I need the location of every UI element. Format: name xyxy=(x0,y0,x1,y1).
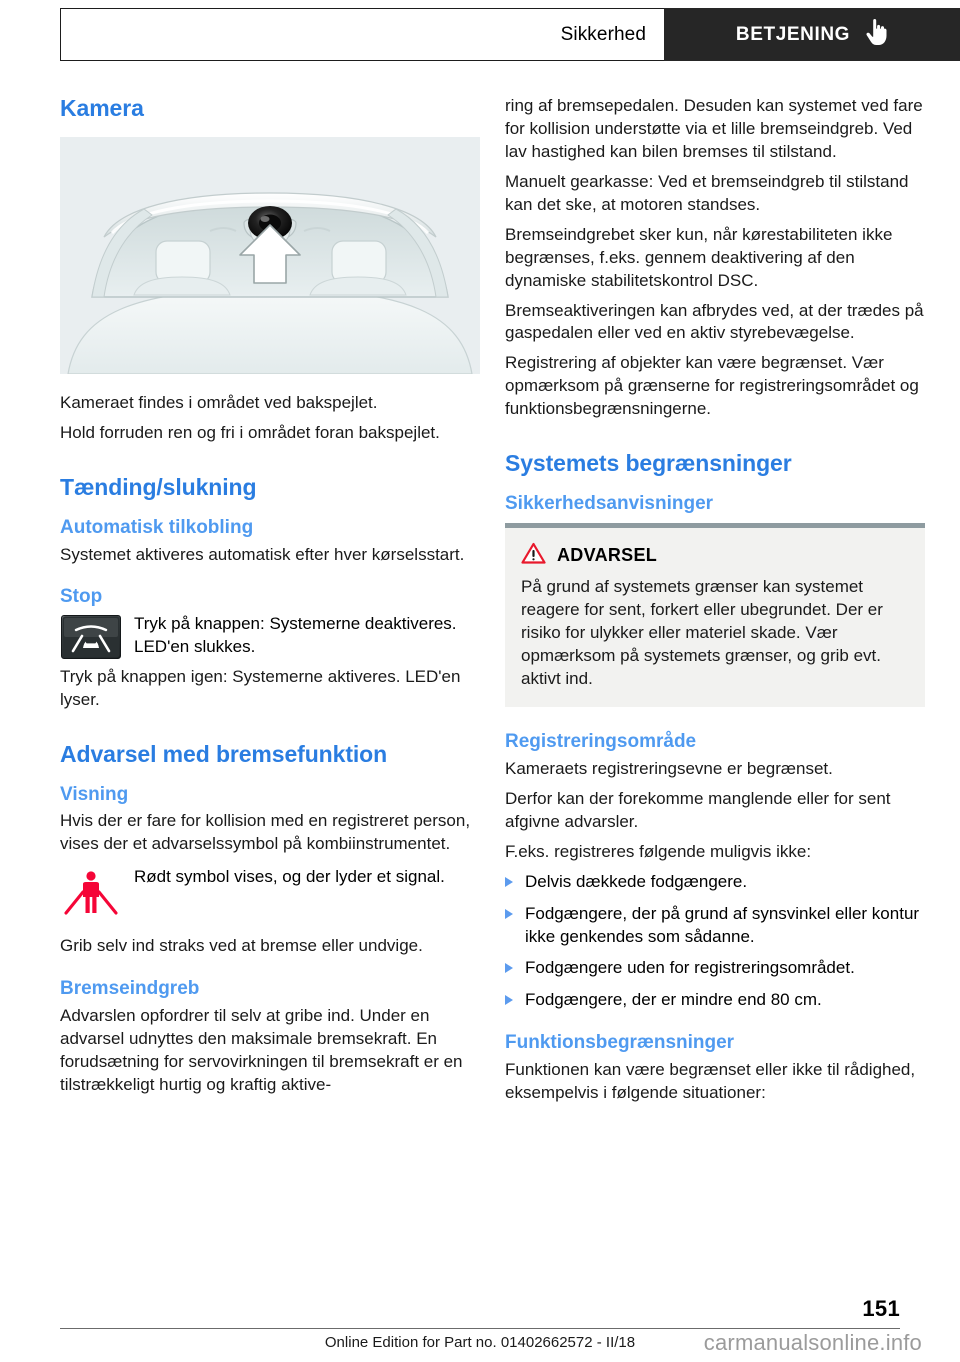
paragraph-manuelt-gearkasse: Manuelt gearkasse: Ved et bremseindgreb til stilstand kan det ske, at motoren standses. xyxy=(505,171,909,214)
collision-warning-button-icon xyxy=(61,615,121,659)
header-section-tab xyxy=(664,8,960,61)
pointing-hand-icon xyxy=(864,19,888,50)
list-item xyxy=(505,989,925,1012)
warning-title: ADVARSEL xyxy=(557,545,658,566)
paragraph-stop-2: Tryk på knappen igen: Systemerne aktiveres. LED'en lyser. xyxy=(60,667,461,710)
warning-header xyxy=(521,542,909,569)
list-item-label: Fodgængere, der er mindre end 80 cm. xyxy=(525,990,822,1010)
heading-taending-slukning: Tænding/slukning xyxy=(60,474,257,501)
icon-cell xyxy=(60,613,122,659)
heading-registreringsomraade: Registreringsområde xyxy=(505,731,697,753)
paragraph-bremseindgrebet: Bremseindgrebet sker kun, når kørestabiliteten ikke begrænses, f.eks. gennem deaktivering af den dynamiske stabilitetskontrol DSC. xyxy=(505,224,893,290)
heading-sikkerhedsanvisninger: Sikkerhedsanvisninger xyxy=(505,492,714,514)
paragraph-grib: Grib selv ind straks ved at bremse eller undvige. xyxy=(60,936,423,956)
warning-triangle-icon xyxy=(521,542,546,569)
stop-icon-row xyxy=(60,613,480,659)
header-section-label: BETJENING xyxy=(735,23,851,45)
list-item-label: Delvis dækkede fodgængere. xyxy=(525,871,748,891)
header-chapter-label: Sikkerhed xyxy=(560,23,646,45)
heading-visning: Visning xyxy=(60,783,129,805)
heading-bremseindgreb: Bremseindgreb xyxy=(60,978,200,1000)
warning-text: På grund af systemets grænser kan systemet reagere for sent, forkert eller ubegrundet. Der er risiko for ulykker eller materiel skade. Vær opmærksom på systemets grænser, og grib evt. aktivt ind. xyxy=(521,577,883,689)
paragraph-bremseaktiveringen: Bremseaktiveringen kan afbrydes ved, at der trædes på gaspedalen eller ved en aktiv styrebevægelse. xyxy=(505,300,924,343)
page-content xyxy=(60,95,960,1275)
triangle-bullet-icon xyxy=(505,909,513,919)
list-item xyxy=(505,871,925,894)
triangle-bullet-icon xyxy=(505,877,513,887)
watermark-label: carmanualsonline.info xyxy=(703,1330,922,1355)
paragraph-kamera-1: Kameraet findes i området ved bakspejlet. xyxy=(60,393,378,413)
icon-cell xyxy=(60,866,122,923)
page-header xyxy=(60,8,960,61)
red-symbol-row xyxy=(60,866,480,923)
paragraph-derfor: Derfor kan der forekomme manglende eller for sent afgivne advarsler. xyxy=(505,788,891,831)
list-item xyxy=(505,903,925,949)
limitations-list xyxy=(505,871,925,1013)
right-column xyxy=(505,95,925,1112)
warning-box xyxy=(505,523,925,707)
footer-divider xyxy=(60,1328,900,1329)
list-item-label: Fodgængere, der på grund af synsvinkel eller kontur ikke genkendes som sådanne. xyxy=(525,903,920,946)
heading-systemets-begraensninger: Systemets begrænsninger xyxy=(505,450,792,477)
paragraph-kameraets: Kameraets registreringsevne er begrænset. xyxy=(505,758,833,778)
paragraph-automatisk: Systemet aktiveres automatisk efter hver kørselsstart. xyxy=(60,544,465,564)
heading-automatisk-tilkobling: Automatisk tilkobling xyxy=(60,516,254,538)
red-pedestrian-warning-icon xyxy=(63,868,119,923)
page-number: 151 xyxy=(862,1296,900,1321)
list-item-label: Fodgængere uden for registreringsområdet. xyxy=(525,958,855,978)
camera-location-illustration xyxy=(60,137,480,374)
triangle-bullet-icon xyxy=(505,963,513,973)
footer-edition-text: Online Edition for Part no. 01402662572 - II/18 xyxy=(324,1334,636,1351)
paragraph-registrering-objekter: Registrering af objekter kan være begrænset. Vær opmærksom på grænserne for registreringsområdet og funktionsbegrænsningerne. xyxy=(505,353,919,419)
stop-icon-text: Tryk på knappen: Systemerne deaktiveres. LED'en slukkes. xyxy=(134,614,457,657)
paragraph-feks: F.eks. registreres følgende muligvis ikke: xyxy=(505,841,812,861)
page-title-kamera: Kamera xyxy=(60,95,144,121)
paragraph-kamera-2: Hold forruden ren og fri i området foran bakspejlet. xyxy=(60,423,440,443)
paragraph-visning: Hvis der er fare for kollision med en registreret person, vises der et advarselssymbol på kombiinstrumentet. xyxy=(60,811,471,854)
left-column xyxy=(60,95,480,1104)
header-chapter-area xyxy=(60,8,664,61)
list-item xyxy=(505,957,925,980)
red-symbol-text: Rødt symbol vises, og der lyder et signal. xyxy=(134,867,445,887)
paragraph-continuation: ring af bremsepedalen. Desuden kan systemet ved fare for kollision understøtte via et lille bremseindgreb. Ved lav hastighed kan bilen bremses til stilstand. xyxy=(505,96,923,161)
triangle-bullet-icon xyxy=(505,995,513,1005)
heading-funktionsbegraensninger: Funktionsbegrænsninger xyxy=(505,1032,735,1054)
paragraph-bremseindgreb: Advarslen opfordrer til selv at gribe ind. Under en advarsel udnyttes den maksimale bremsekraft. En forudsætning for servovirkningen til bremsekraft er en tilstrækkeligt hurtig og kraftig aktive- xyxy=(60,1006,463,1094)
heading-advarsel-bremsefunktion: Advarsel med bremsefunktion xyxy=(60,741,388,768)
paragraph-funktionen: Funktionen kan være begrænset eller ikke til rådighed, eksempelvis i følgende situationer: xyxy=(505,1060,916,1103)
heading-stop: Stop xyxy=(60,586,103,608)
